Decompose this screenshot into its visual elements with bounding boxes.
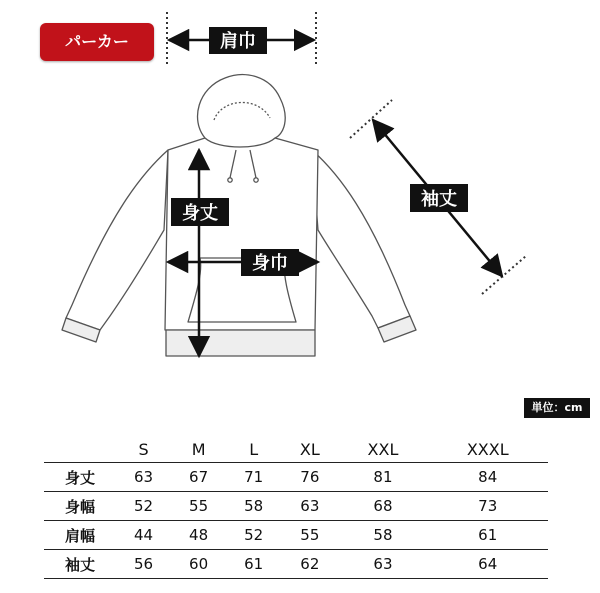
table-cell: 63 [116, 463, 171, 492]
size-col-header: XXXL [466, 439, 509, 459]
size-col-header: XXL [367, 439, 399, 459]
table-cell: 61 [226, 550, 281, 579]
table-cell: 56 [116, 550, 171, 579]
table-cell: 52 [226, 521, 281, 550]
table-cell: 73 [427, 492, 548, 521]
sleeve-label: 袖丈 [421, 189, 457, 210]
table-cell: 64 [427, 550, 548, 579]
size-header-row [44, 436, 548, 463]
left-sleeve [66, 150, 168, 330]
size-col-header: L [249, 439, 259, 459]
table-cell: 63 [339, 550, 428, 579]
size-table [44, 436, 548, 579]
table-row [44, 492, 548, 521]
table-cell: 52 [116, 492, 171, 521]
shoulder-label: 肩巾 [220, 31, 256, 52]
table-cell: 55 [281, 521, 338, 550]
table-cell: 67 [171, 463, 226, 492]
width-label: 身巾 [252, 253, 288, 274]
table-cell: 71 [226, 463, 281, 492]
table-row [44, 521, 548, 550]
table-cell: 81 [339, 463, 428, 492]
shoulder-measure [167, 12, 316, 66]
table-cell: 58 [226, 492, 281, 521]
row-label: 袖丈 [44, 550, 116, 579]
table-row [44, 550, 548, 579]
table-cell: 84 [427, 463, 548, 492]
right-sleeve [312, 150, 410, 328]
size-col-header: S [138, 439, 149, 459]
hem-rib [166, 330, 315, 356]
table-cell: 58 [339, 521, 428, 550]
table-row [44, 463, 548, 492]
table-cell: 76 [281, 463, 338, 492]
table-cell: 62 [281, 550, 338, 579]
size-col-header: M [191, 439, 206, 459]
table-cell: 48 [171, 521, 226, 550]
table-cell: 60 [171, 550, 226, 579]
unit-label: 単位：cm [524, 398, 590, 418]
hood [198, 75, 286, 147]
table-cell: 63 [281, 492, 338, 521]
table-cell: 55 [171, 492, 226, 521]
row-label: 身丈 [44, 463, 116, 492]
table-cell: 68 [339, 492, 428, 521]
corner-cell [44, 436, 116, 463]
product-badge: パーカー [40, 23, 154, 61]
table-cell: 44 [116, 521, 171, 550]
row-label: 身幅 [44, 492, 116, 521]
size-col-header: XL [299, 439, 320, 459]
length-label: 身丈 [182, 203, 218, 224]
hoodie-outline [62, 75, 416, 356]
row-label: 肩幅 [44, 521, 116, 550]
table-cell: 61 [427, 521, 548, 550]
